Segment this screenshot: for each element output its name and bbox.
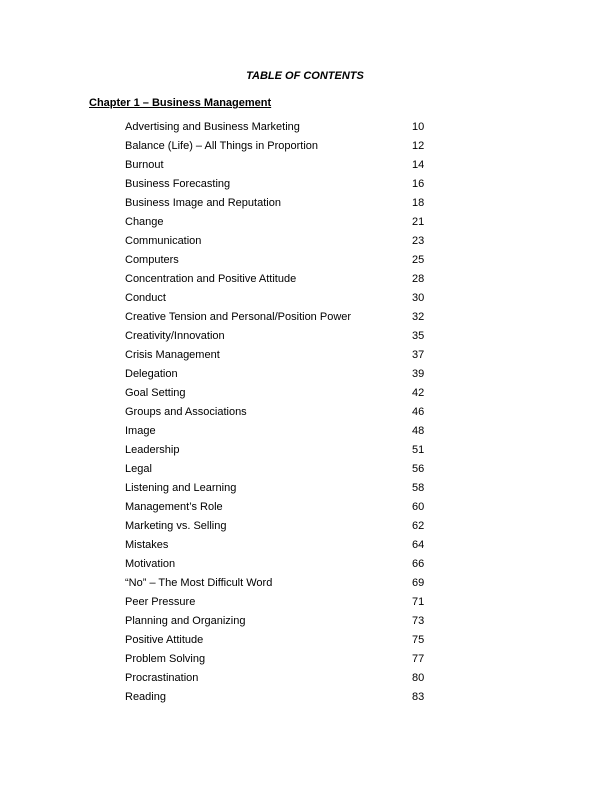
toc-entry-page-number: 66 xyxy=(412,558,425,570)
toc-entry-title: Burnout xyxy=(125,159,164,171)
toc-title: TABLE OF CONTENTS xyxy=(246,70,364,82)
toc-entry xyxy=(125,652,445,671)
toc-entry-page-number: 42 xyxy=(412,387,425,399)
toc-entry xyxy=(125,291,445,310)
toc-entry xyxy=(125,120,445,139)
toc-entry-title: Advertising and Business Marketing xyxy=(125,121,300,133)
toc-entry-title: “No” – The Most Difficult Word xyxy=(125,577,273,589)
toc-entry xyxy=(125,500,445,519)
toc-entry xyxy=(125,405,445,424)
toc-entry-page-number: 21 xyxy=(412,216,425,228)
toc-entry-page-number: 23 xyxy=(412,235,425,247)
toc-entry xyxy=(125,443,445,462)
toc-entry-page-number: 75 xyxy=(412,634,425,646)
toc-entry-title: Business Forecasting xyxy=(125,178,231,190)
toc-entry-title: Goal Setting xyxy=(125,387,186,399)
toc-entry-page-number: 60 xyxy=(412,501,425,513)
toc-entry-title: Leadership xyxy=(125,444,180,456)
toc-entry-page-number: 62 xyxy=(412,520,425,532)
toc-entry-title: Business Image and Reputation xyxy=(125,197,281,209)
toc-entry-page-number: 10 xyxy=(412,121,425,133)
toc-entry-page-number: 39 xyxy=(412,368,425,380)
toc-entry-page-number: 58 xyxy=(412,482,425,494)
toc-entry-page-number: 80 xyxy=(412,672,425,684)
toc-entry xyxy=(125,386,445,405)
toc-entry-title: Motivation xyxy=(125,558,176,570)
toc-entry xyxy=(125,367,445,386)
toc-entry xyxy=(125,253,445,272)
toc-entry-page-number: 69 xyxy=(412,577,425,589)
toc-entry-title: Legal xyxy=(125,463,152,475)
toc-entry xyxy=(125,272,445,291)
toc-entry-page-number: 83 xyxy=(412,691,425,703)
toc-entry-page-number: 51 xyxy=(412,444,425,456)
toc-entry-page-number: 14 xyxy=(412,159,425,171)
toc-entry xyxy=(125,158,445,177)
toc-entry-title: Listening and Learning xyxy=(125,482,237,494)
toc-entry xyxy=(125,557,445,576)
toc-entry-page-number: 16 xyxy=(412,178,425,190)
toc-entry-page-number: 28 xyxy=(412,273,425,285)
toc-entry-page-number: 73 xyxy=(412,615,425,627)
toc-entry-title: Creativity/Innovation xyxy=(125,330,225,342)
toc-entry xyxy=(125,633,445,652)
toc-entry-page-number: 18 xyxy=(412,197,425,209)
toc-entry-page-number: 46 xyxy=(412,406,425,418)
toc-entry-page-number: 77 xyxy=(412,653,425,665)
toc-entry xyxy=(125,177,445,196)
chapter-heading: Chapter 1 – Business Management xyxy=(89,97,272,109)
toc-entry-page-number: 48 xyxy=(412,425,425,437)
toc-entry xyxy=(125,139,445,158)
toc-entry-title: Planning and Organizing xyxy=(125,615,246,627)
toc-entry-title: Marketing vs. Selling xyxy=(125,520,227,532)
toc-entry-title: Delegation xyxy=(125,368,178,380)
toc-entry-title: Management’s Role xyxy=(125,501,223,513)
toc-entry xyxy=(125,329,445,348)
toc-entry xyxy=(125,196,445,215)
toc-entry xyxy=(125,576,445,595)
toc-entry xyxy=(125,310,445,329)
toc-entry-title: Image xyxy=(125,425,156,437)
toc-entry-page-number: 30 xyxy=(412,292,425,304)
toc-entry-page-number: 35 xyxy=(412,330,425,342)
toc-entry-title: Peer Pressure xyxy=(125,596,196,608)
toc-entry-title: Concentration and Positive Attitude xyxy=(125,273,297,285)
toc-entry-title: Problem Solving xyxy=(125,653,206,665)
toc-entry xyxy=(125,671,445,690)
toc-entry-page-number: 56 xyxy=(412,463,425,475)
toc-entry xyxy=(125,595,445,614)
toc-entry-title: Change xyxy=(125,216,164,228)
toc-entry-title: Conduct xyxy=(125,292,166,304)
toc-entry-page-number: 37 xyxy=(412,349,425,361)
toc-entry-page-number: 32 xyxy=(412,311,425,323)
toc-entry xyxy=(125,462,445,481)
toc-entry-title: Crisis Management xyxy=(125,349,220,361)
toc-entry-title: Communication xyxy=(125,235,202,247)
toc-entry-page-number: 12 xyxy=(412,140,425,152)
toc-entry xyxy=(125,215,445,234)
toc-entry xyxy=(125,424,445,443)
toc-entry-title: Creative Tension and Personal/Position Power xyxy=(125,311,352,323)
toc-entry xyxy=(125,519,445,538)
toc-entry-title: Positive Attitude xyxy=(125,634,204,646)
toc-entry-title: Reading xyxy=(125,691,166,703)
toc-entry xyxy=(125,348,445,367)
toc-entry-page-number: 25 xyxy=(412,254,425,266)
toc-entry xyxy=(125,234,445,253)
toc-entry-list xyxy=(125,120,445,709)
toc-entry-page-number: 71 xyxy=(412,596,425,608)
toc-entry-title: Balance (Life) – All Things in Proportion xyxy=(125,140,319,152)
toc-entry-title: Procrastination xyxy=(125,672,199,684)
toc-entry xyxy=(125,614,445,633)
toc-entry-title: Computers xyxy=(125,254,179,266)
toc-entry xyxy=(125,690,445,709)
toc-entry-page-number: 64 xyxy=(412,539,425,551)
toc-entry-title: Mistakes xyxy=(125,539,169,551)
toc-entry xyxy=(125,481,445,500)
toc-entry xyxy=(125,538,445,557)
toc-entry-title: Groups and Associations xyxy=(125,406,247,418)
